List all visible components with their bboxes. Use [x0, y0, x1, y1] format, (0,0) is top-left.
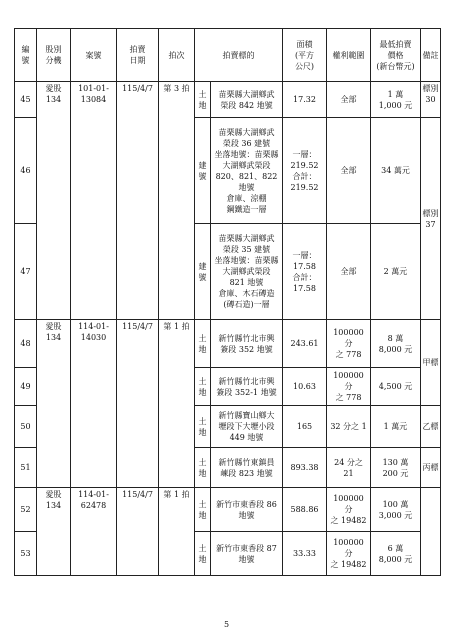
row-rights: 24 分之 21 — [327, 448, 371, 488]
row-desc: 苗栗縣大湖鄉武 榮段 35 建號 坐落地號：苗栗縣 大湖鄉武榮段 821 地號 倉庫、木石磚造 (磚石造)一層 — [211, 224, 283, 320]
row-round: 第 1 拍 — [159, 320, 195, 488]
row-round: 第 1 拍 — [159, 488, 195, 576]
row-price: 1 萬 1,000 元 — [371, 82, 421, 118]
row-date: 115/4/7 — [117, 82, 159, 320]
row-kind: 建 號 — [195, 224, 211, 320]
table-row — [15, 82, 441, 118]
row-area: 165 — [283, 406, 327, 448]
row-rights: 100000 分 之 778 — [327, 320, 371, 368]
row-price: 100 萬 3,000 元 — [371, 488, 421, 532]
header-date: 拍賣 日期 — [117, 29, 159, 82]
row-no: 52 — [15, 488, 37, 532]
header-rights: 權利範圍 — [327, 29, 371, 82]
row-unit: 愛股 134 — [37, 488, 71, 576]
row-rights: 全部 — [327, 82, 371, 118]
row-price: 8 萬 8,000 元 — [371, 320, 421, 368]
header-no: 編 號 — [15, 29, 37, 82]
row-case: 114-01- 14030 — [71, 320, 117, 488]
row-note: 乙標 — [421, 406, 441, 448]
row-rights: 全部 — [327, 224, 371, 320]
row-kind: 土 地 — [195, 82, 211, 118]
table-row — [15, 320, 441, 368]
row-area: 17.32 — [283, 82, 327, 118]
row-case: 101-01- 13084 — [71, 82, 117, 320]
row-no: 50 — [15, 406, 37, 448]
row-area: 33.33 — [283, 532, 327, 576]
row-rights: 100000 分 之 778 — [327, 368, 371, 406]
header-note: 備註 — [421, 29, 441, 82]
row-desc: 苗栗縣大湖鄉武 榮段 36 建號 坐落地號：苗栗縣 大湖鄉武榮段 820、821、822 地號 倉庫、涼棚 鋼鐵造一層 — [211, 118, 283, 224]
row-desc: 新竹市東香段 86 地號 — [211, 488, 283, 532]
row-area: 10.63 — [283, 368, 327, 406]
row-price: 6 萬 8,000 元 — [371, 532, 421, 576]
row-price: 4,500 元 — [371, 368, 421, 406]
row-date: 115/4/7 — [117, 320, 159, 488]
row-price: 1 萬元 — [371, 406, 421, 448]
row-price: 130 萬 200 元 — [371, 448, 421, 488]
row-rights: 100000 分 之 19482 — [327, 532, 371, 576]
header-case: 案號 — [71, 29, 117, 82]
row-area: 243.61 — [283, 320, 327, 368]
header-target: 拍賣標的 — [195, 29, 283, 82]
row-price: 2 萬元 — [371, 224, 421, 320]
row-desc: 新竹市東香段 87 地號 — [211, 532, 283, 576]
header-row — [15, 29, 441, 82]
row-desc: 新竹縣寶山鄉大 壢段下大壢小段 449 地號 — [211, 406, 283, 448]
row-no: 53 — [15, 532, 37, 576]
row-no: 48 — [15, 320, 37, 368]
row-desc: 新竹縣竹北市興 簽段 352 地號 — [211, 320, 283, 368]
page-number: 5 — [223, 620, 230, 629]
row-area: 一層： 219.52 合計： 219.52 — [283, 118, 327, 224]
row-kind: 土 地 — [195, 488, 211, 532]
row-kind: 土 地 — [195, 320, 211, 368]
row-date: 115/4/7 — [117, 488, 159, 576]
row-kind: 土 地 — [195, 406, 211, 448]
auction-table — [14, 28, 441, 576]
row-rights: 100000 分 之 19482 — [327, 488, 371, 532]
row-note: 甲標 — [421, 320, 441, 406]
row-rights: 32 分之 1 — [327, 406, 371, 448]
row-desc: 苗栗縣大湖鄉武 榮段 842 地號 — [211, 82, 283, 118]
row-area: 一層： 17.58 合計： 17.58 — [283, 224, 327, 320]
row-desc: 新竹縣竹北市興 簽段 352-1 地號 — [211, 368, 283, 406]
row-note — [421, 488, 441, 576]
row-note: 標別 37 — [421, 118, 441, 320]
table-row — [15, 488, 441, 532]
row-round: 第 3 拍 — [159, 82, 195, 320]
row-unit: 愛股 134 — [37, 82, 71, 320]
header-price: 最低拍賣 價格 (新台幣元) — [371, 29, 421, 82]
header-round: 拍次 — [159, 29, 195, 82]
row-kind: 土 地 — [195, 532, 211, 576]
header-area: 面積 (平方 公尺) — [283, 29, 327, 82]
row-no: 45 — [15, 82, 37, 118]
row-kind: 土 地 — [195, 368, 211, 406]
row-no: 49 — [15, 368, 37, 406]
row-note: 丙標 — [421, 448, 441, 488]
row-no: 47 — [15, 224, 37, 320]
row-case: 114-01- 62478 — [71, 488, 117, 576]
row-no: 46 — [15, 118, 37, 224]
row-price: 34 萬元 — [371, 118, 421, 224]
row-no: 51 — [15, 448, 37, 488]
row-unit: 愛股 134 — [37, 320, 71, 488]
row-area: 893.38 — [283, 448, 327, 488]
row-desc: 新竹縣竹東鎮員 崠段 823 地號 — [211, 448, 283, 488]
row-rights: 全部 — [327, 118, 371, 224]
row-note: 標別 30 — [421, 82, 441, 118]
row-kind: 土 地 — [195, 448, 211, 488]
row-area: 588.86 — [283, 488, 327, 532]
row-kind: 建 號 — [195, 118, 211, 224]
header-unit: 股別 分機 — [37, 29, 71, 82]
